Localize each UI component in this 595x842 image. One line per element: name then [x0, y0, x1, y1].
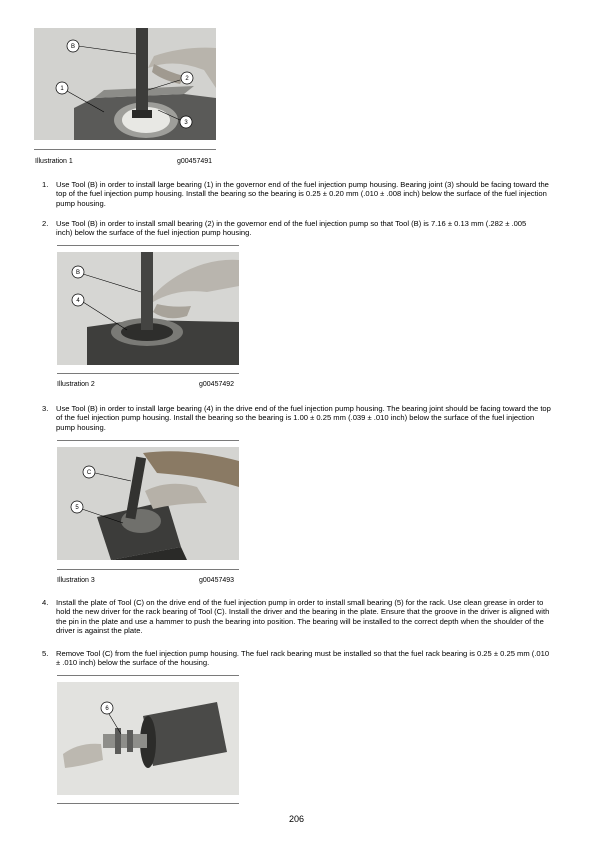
callout-1: 1 — [60, 86, 64, 92]
callout-C: C — [86, 470, 92, 476]
page-number: 206 — [289, 814, 305, 824]
illustration-1-label: Illustration 1 — [35, 158, 73, 165]
illustration-2-label: Illustration 2 — [57, 381, 95, 388]
step-4-number: 4. — [42, 598, 49, 607]
illustration-3-rule — [57, 569, 239, 570]
step-2-number: 2. — [42, 219, 49, 228]
callout-B: B — [75, 270, 81, 276]
step-1-number: 1. — [42, 180, 49, 189]
step-3-text: Use Tool (B) in order to install large bearing (4) in the drive end of the fuel injection pump housing. The bearing joint should be facing toward the top of the fuel injection pump housing. Install the bearing so the bearing is 1.00 ± 0.25 mm (.039 ± .010 inch) below the surface of the fuel injection pump housing. — [56, 404, 551, 432]
illustration-3-callouts — [57, 447, 239, 560]
step-3 — [42, 404, 554, 434]
step-5-text: Remove Tool (C) from the fuel injection pump housing. The fuel rack bearing must be installed so that the fuel rack bearing is 0.25 ± 0.25 mm (.010 ± .010 inch) below the surface of the housing. — [56, 649, 550, 668]
illustration-2-id: g00457492 — [199, 381, 235, 388]
step-4 — [42, 598, 554, 644]
callout-B: B — [70, 44, 76, 50]
step-1 — [42, 180, 554, 218]
illustration-4-rule — [57, 803, 239, 804]
illustration-3-label: Illustration 3 — [57, 577, 95, 584]
step-1-text: Use Tool (B) in order to install large bearing (1) in the governor end of the fuel injection pump housing. Bearing joint (3) should be facing toward the top of the fuel injection pump housing. Install the bearing so the bearing is 0.25 ± 0.20 mm (.010 ± .008 inch) below the surface of the fuel injection pump housing. — [56, 180, 549, 208]
illustration-4-top-rule — [57, 675, 239, 676]
callout-4: 4 — [76, 298, 80, 304]
callout-2: 2 — [185, 76, 189, 82]
callout-5: 5 — [75, 505, 79, 511]
illustration-1-rule — [34, 149, 216, 150]
step-4-text: Install the plate of Tool (C) on the drive end of the fuel injection pump in order to install small bearing (5) for the rack. Use clean grease in order to hold the new driver for the rack bearing of Tool (C). Install the driver and the bearing in the plate. Ensure that the groove in the driver is aligned with the pin in the plate and use a hammer to push the bearing into position. The bearing will be installed to the correct depth when the shoulder of the driver is against the plate. — [56, 598, 550, 636]
step-3-number: 3. — [42, 404, 49, 413]
step-5 — [42, 649, 554, 669]
illustration-1-callouts — [34, 28, 216, 140]
step-2-text: Use Tool (B) in order to install small bearing (2) in the governor end of the fuel injection pump so that Tool (B) is 7.16 ± 0.13 mm (.282 ± .005 inch) below the surface of the fuel injection pump housing. — [56, 219, 527, 238]
illustration-2-top-rule — [57, 245, 239, 246]
illustration-2-rule — [57, 373, 239, 374]
step-2 — [42, 219, 554, 239]
callout-3: 3 — [184, 120, 188, 126]
illustration-3-id: g00457493 — [199, 577, 235, 584]
illustration-4-callouts — [57, 682, 239, 795]
step-5-number: 5. — [42, 649, 49, 658]
callout-6: 6 — [105, 706, 109, 712]
illustration-1-id: g00457491 — [177, 158, 213, 165]
illustration-3-top-rule — [57, 440, 239, 441]
illustration-2-callouts — [57, 252, 239, 365]
